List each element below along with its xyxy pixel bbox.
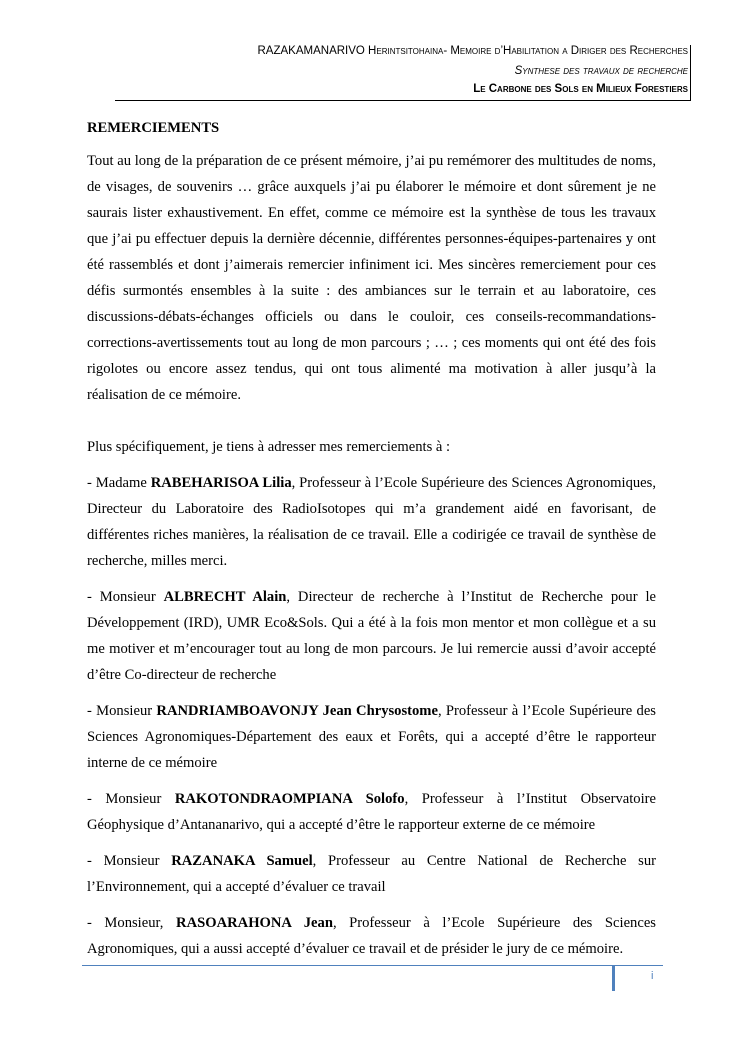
- header-topic: Le Carbone des Sols en Milieux Forestiers: [473, 83, 688, 95]
- thanks-text: , Directeur de recherche à l’Institut de Recherche pour le Développement (IRD), UMR Eco&Sols. Qui a été à la fois mon mentor et mon collègue et a su me motiver et m’encourager tout au long de mon parcours. Je lui remercie aussi d’avoir accepté d’être Co-directeur de recherche: [87, 589, 657, 683]
- thanks-item: [87, 848, 656, 900]
- intro-paragraph: Tout au long de la préparation de ce présent mémoire, j’ai pu remémorer des multitudes de noms, de visages, de souvenirs … grâce auxquels j’ai pu élaborer le mémoire et dont sûrement je ne saurais lister exhaustivement. En effet, comme ce mémoire est la synthèse de tous les travaux que j’ai pu effectuer depuis la dernière décennie, différentes personnes-équipes-partenaires y ont été rassemblés et dont j’aimerais remercier infiniment ici. Mes sincères remerciement pour ces défis surmontés ensembles à la suite : des ambiances sur le terrain et au laboratoire, ces discussions-débats-échanges officiels ou dans le couloir, ces conseils-recommandations-corrections-avertissements tout au long de mon parcours ; … ; ces moments qui ont été des fois rigolotes ou encore assez tendus, qui ont tous alimenté ma motivation à aller jusqu’à la réalisation de ce mémoire.: [87, 153, 656, 403]
- thanks-prefix: - Monsieur: [87, 791, 175, 807]
- header-rule: [115, 100, 691, 101]
- thanks-prefix: - Madame: [87, 475, 151, 491]
- person-name: RANDRIAMBOAVONJY Jean Chrysostome: [156, 703, 438, 719]
- thanks-list: [87, 470, 656, 962]
- person-name: RASOARAHONA Jean: [176, 915, 333, 931]
- thanks-item: [87, 470, 656, 574]
- thanks-prefix: - Monsieur: [87, 703, 157, 719]
- thanks-text: , Professeur à l’Ecole Supérieure des Sciences Agronomiques-Département des eaux et Forêts, qui a accepté d’être le rapporteur interne de ce mémoire: [87, 703, 656, 771]
- thanks-item: [87, 698, 656, 776]
- person-name: RAKOTONDRAOMPIANA Solofo: [174, 791, 405, 807]
- thanks-text: , Professeur au Centre National de Recherche sur l’Environnement, qui a accepté d’évaluer ce travail: [87, 853, 656, 895]
- thanks-prefix: - Monsieur,: [87, 915, 177, 931]
- thanks-text: , Professeur à l’Institut Observatoire Géophysique d’Antananarivo, qui a accepté d’être le rapporteur externe de ce mémoire: [87, 791, 656, 833]
- specific-paragraph: Plus spécifiquement, je tiens à adresser mes remerciements à :: [87, 439, 451, 455]
- thanks-item: [87, 910, 656, 962]
- person-name: RAZANAKA Samuel: [171, 853, 313, 869]
- thanks-item: [87, 786, 656, 838]
- header-subtitle: Synthese des travaux de recherche: [514, 65, 688, 77]
- thanks-text: , Professeur à l’Ecole Supérieure des Sciences Agronomiques, qui a aussi accepté d’évaluer ce travail et de présider le jury de ce mémoire.: [87, 915, 656, 957]
- person-name: RABEHARISOA Lilia: [150, 475, 292, 491]
- section-title: REMERCIEMENTS: [87, 120, 220, 136]
- header-author-title: RAZAKAMANARIVO Herintsitohaina- Memoire d’Habilitation a Diriger des Recherches: [257, 45, 688, 57]
- header-vertical-rule: [690, 45, 691, 101]
- thanks-item: [87, 584, 656, 688]
- page-number: i: [651, 970, 654, 982]
- footer-rule: [82, 965, 663, 966]
- page-body: [87, 115, 656, 972]
- thanks-prefix: - Monsieur: [87, 589, 164, 605]
- thanks-prefix: - Monsieur: [87, 853, 172, 869]
- person-name: ALBRECHT Alain: [163, 589, 287, 605]
- footer-bar: [612, 965, 615, 991]
- thanks-text: , Professeur à l’Ecole Supérieure des Sciences Agronomiques, Directeur du Laboratoire des RadioIsotopes qui m’a grandement aidé en favorisant, de différentes riches manières, la réalisation de ce travail. Elle a codirigée ce travail de synthèse de recherche, milles merci.: [87, 475, 656, 569]
